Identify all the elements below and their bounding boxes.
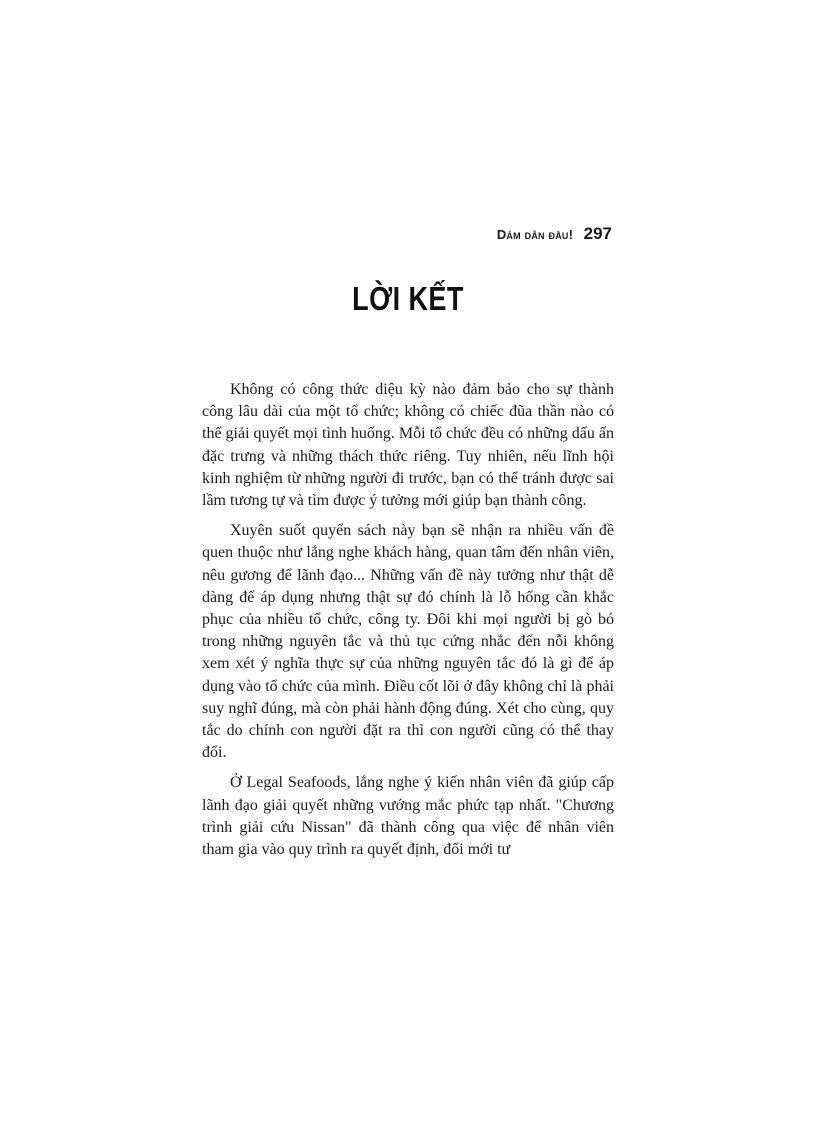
- paragraph: Không có công thức diệu kỳ nào đảm bảo cho sự thành công lâu dài của một tổ chức; không có chiếc đũa thần nào có thể giải quyết mọi tình huống. Mỗi tổ chức đều có những dấu ấn đặc trưng và những thách thức riêng. Tuy nhiên, nếu lĩnh hội kinh nghiệm từ những người đi trước, bạn có thể tránh được sai lầm tương tự và tìm được ý tưởng mới giúp bạn thành công.: [202, 381, 614, 510]
- paragraph: Xuyên suốt quyển sách này bạn sẽ nhận ra nhiều vấn đề quen thuộc như lắng nghe khách hàng, quan tâm đến nhân viên, nêu gương để lãnh đạo... Những vấn đề này tưởng như thật dễ dàng để áp dụng nhưng thật sự đó chính là lỗ hổng cần khắc phục của nhiều tổ chức, công ty. Đôi khi mọi người bị gò bó trong những nguyên tắc và thủ tục cứng nhắc đến nỗi không xem xét ý nghĩa thực sự của những nguyên tắc đó là gì để áp dụng vào tổ chức của mình. Điều cốt lõi ở đây không chỉ là phải suy nghĩ đúng, mà còn phải hành động đúng. Xét cho cùng, quy tắc do chính con người đặt ra thì con người cũng có thể thay đổi.: [202, 522, 614, 762]
- chapter-title: LỜI KẾT: [352, 280, 464, 317]
- paragraph: Ở Legal Seafoods, lắng nghe ý kiến nhân viên đã giúp cấp lãnh đạo giải quyết những vướng mắc phức tạp nhất. "Chương trình giải cứu Nissan" đã thành công qua việc để nhân viên tham gia vào quy trình ra quyết định, đổi mới tư: [202, 774, 614, 859]
- page-number: 297: [583, 224, 612, 243]
- running-header: [390, 224, 612, 244]
- running-header-title: Dám dẫn đầu!: [496, 227, 574, 242]
- body-text: [202, 379, 614, 869]
